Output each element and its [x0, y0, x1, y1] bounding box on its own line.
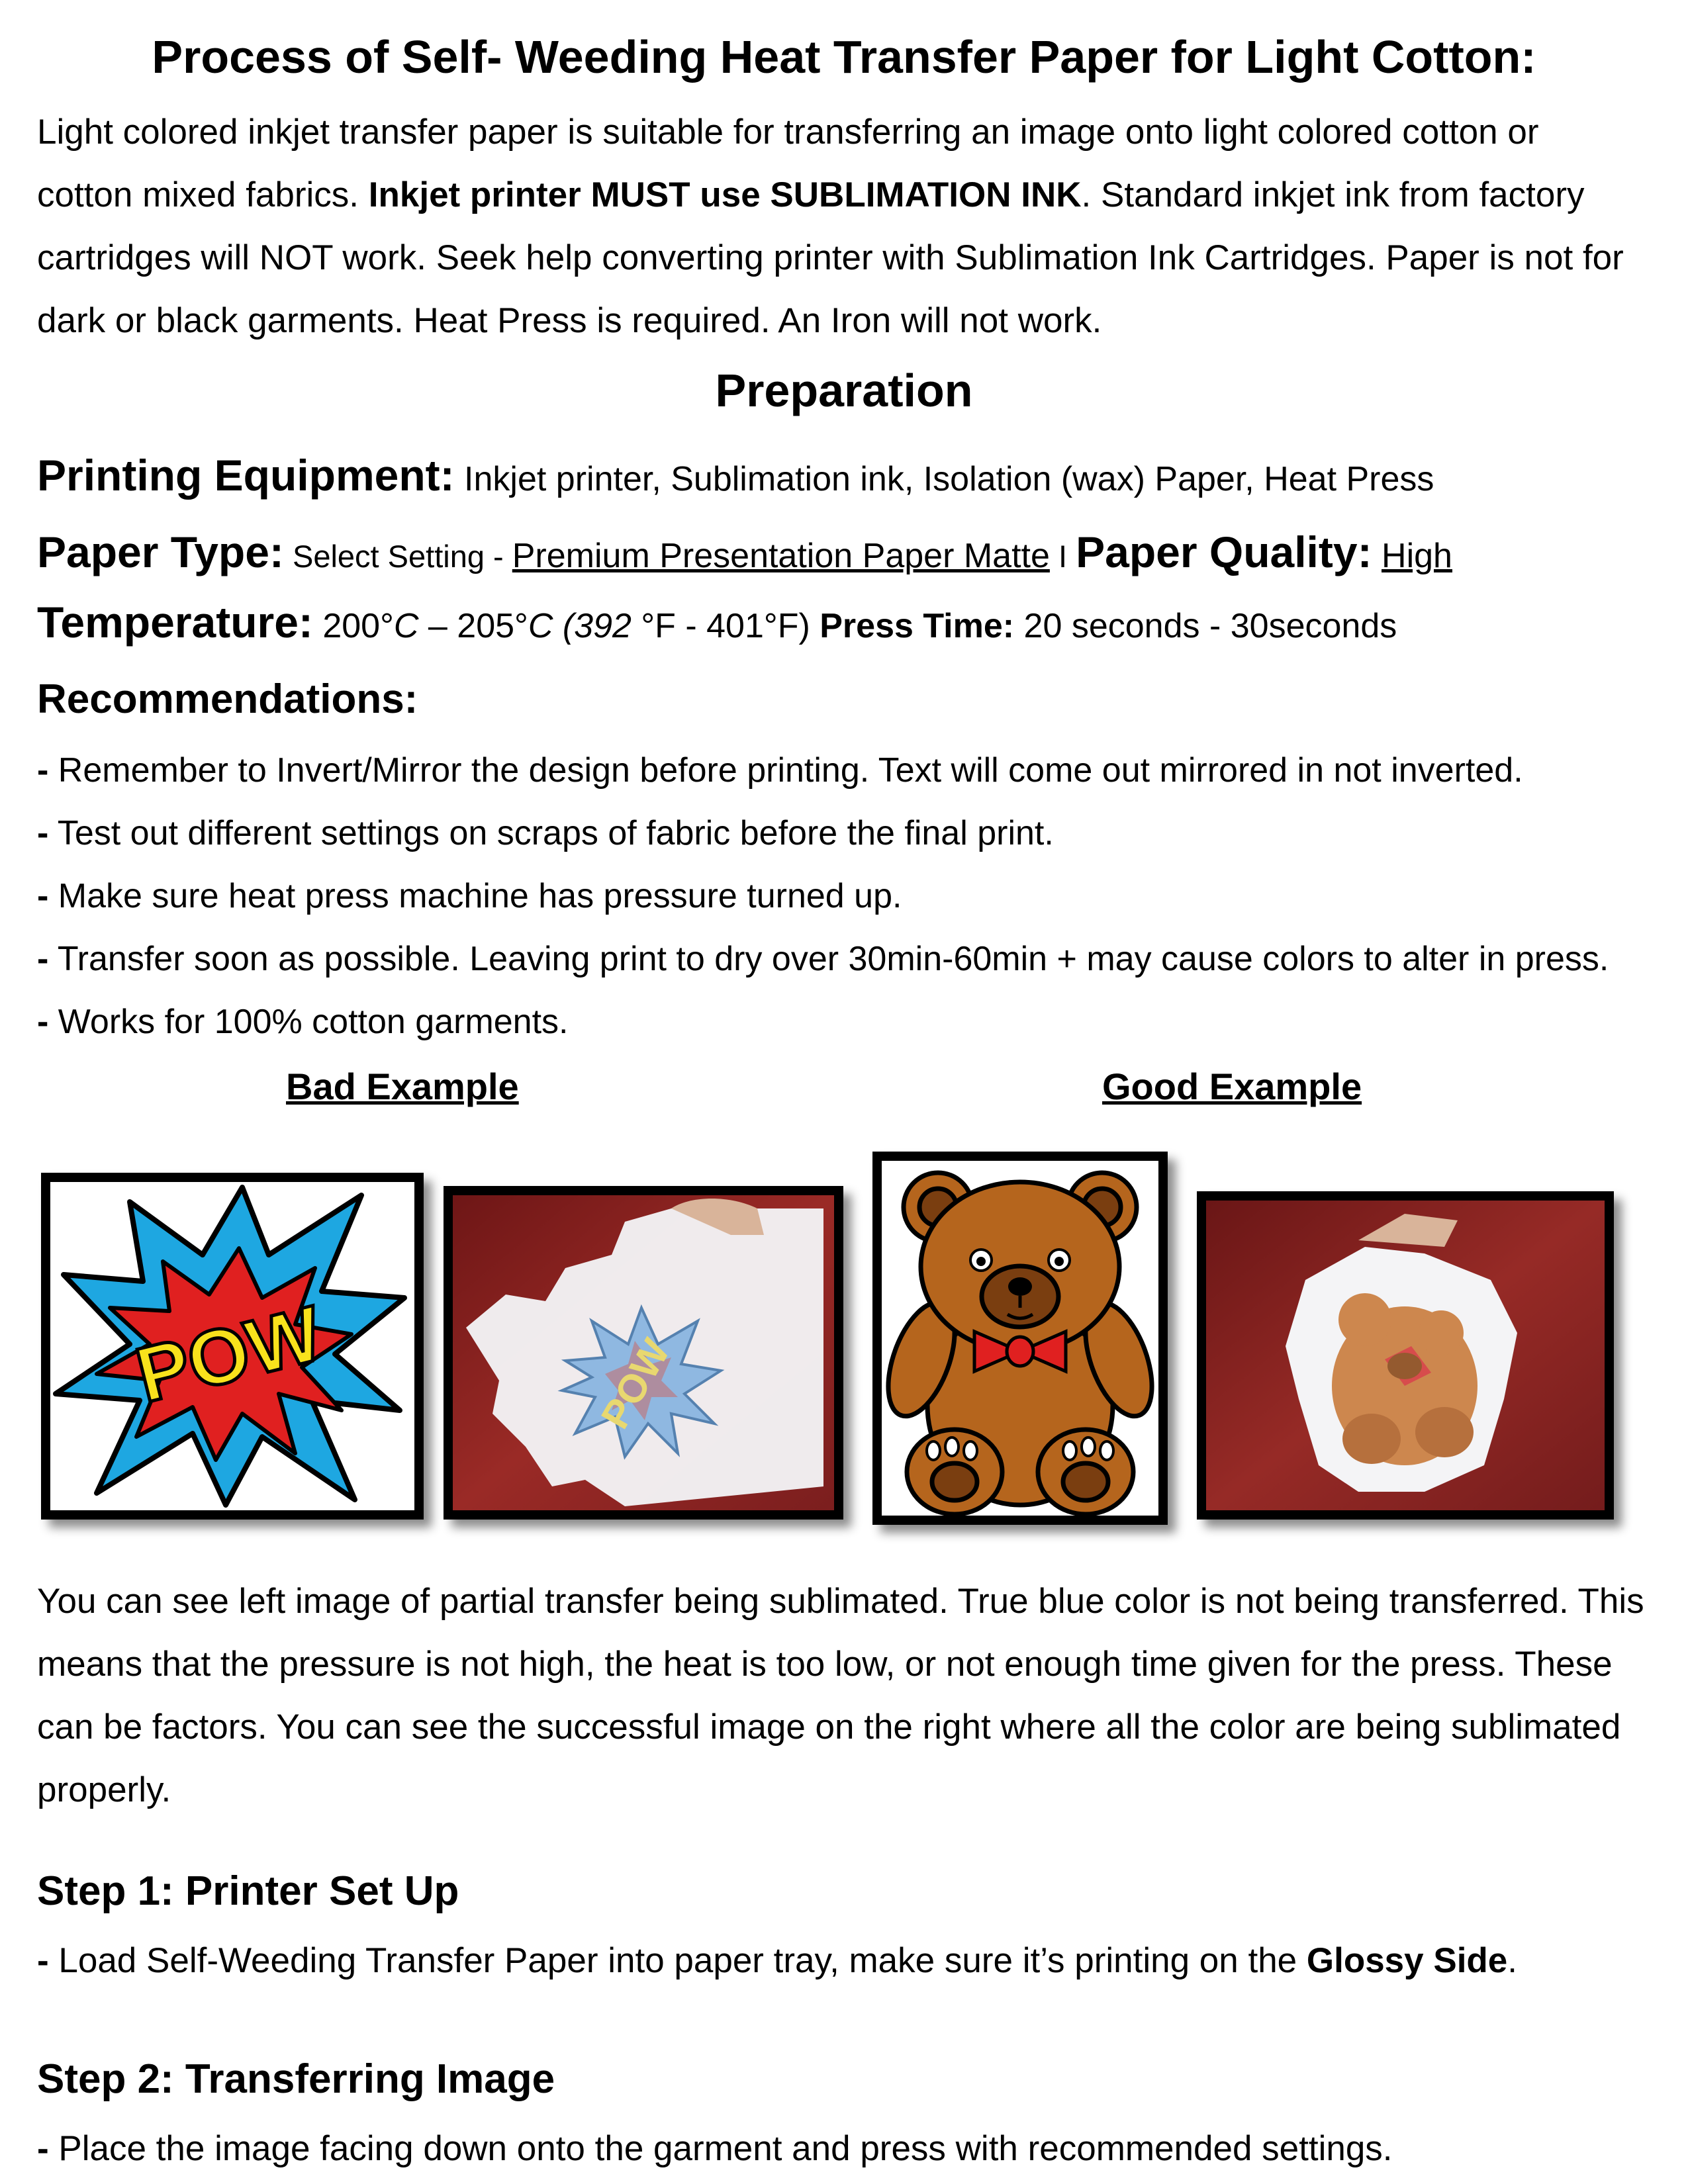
intro-bold: Inkjet printer MUST use SUBLIMATION INK — [368, 175, 1082, 214]
list-item: - Make sure heat press machine has pressure turned up. — [37, 877, 902, 915]
press-time-value: 20 seconds - 30seconds — [1014, 607, 1397, 645]
page-title: Process of Self- Weeding Heat Transfer Paper for Light Cotton: — [152, 31, 1536, 83]
press-time-label: Press Time: — [820, 607, 1015, 645]
equipment-line — [37, 443, 1434, 520]
list-item: - Remember to Invert/Mirror the design before printing. Text will come out mirrored in not inverted. — [37, 751, 1523, 790]
intro-paragraph — [37, 101, 1626, 352]
equipment-label: Printing Equipment: — [37, 451, 455, 500]
paper-quality-label: Paper Quality: — [1076, 527, 1372, 576]
pow-text: POW — [128, 1289, 330, 1420]
teddy-bear-design-image — [872, 1152, 1168, 1525]
bad-example-label: Bad Example — [286, 1066, 519, 1107]
list-item: - Transfer soon as possible. Leaving print to dry over 30min-60min + may cause colors to alter in press. — [37, 940, 1609, 978]
bad-transfer-photo — [444, 1186, 843, 1520]
glossy-side-bold: Glossy Side — [1306, 1941, 1508, 1980]
temperature-line: Temperature: 200°C – 205°C (392 °F - 401°F) Press Time: 20 seconds - 30seconds — [37, 598, 1397, 647]
good-transfer-photo — [1197, 1191, 1614, 1520]
preparation-heading: Preparation — [715, 365, 973, 416]
step-2-heading: Step 2: Transferring Image — [37, 2056, 555, 2102]
pow-design-image — [41, 1173, 424, 1520]
paper-type-value: Premium Presentation Paper Matte — [512, 537, 1050, 575]
equipment-value: Inkjet printer, Sublimation ink, Isolation (wax) Paper, Heat Press — [454, 460, 1434, 498]
paper-line — [37, 520, 1452, 596]
good-example-label: Good Example — [1102, 1066, 1362, 1107]
paper-separator: I — [1049, 539, 1076, 574]
explanation-paragraph: You can see left image of partial transfer being sublimated. True blue color is not being transferred. This means that the pressure is not high, the heat is too low, or not enough time given for the press. These can be factors. You can see the successful image on the right where all the color are being sublimated properly. — [37, 1582, 1644, 1809]
temperature-label: Temperature: — [37, 598, 313, 647]
paper-quality-value: High — [1382, 537, 1452, 575]
paper-select-text: Select Setting - — [283, 539, 512, 574]
step-1-text: - Load Self-Weeding Transfer Paper into paper tray, make sure it’s printing on the Glossy Side. — [37, 1941, 1518, 1980]
step-1-heading: Step 1: Printer Set Up — [37, 1868, 459, 1914]
pow-faded-text: POW — [592, 1331, 679, 1436]
step-2-text: - Place the image facing down onto the garment and press with recommended settings. — [37, 2129, 1393, 2168]
list-item: - Test out different settings on scraps of fabric before the final print. — [37, 814, 1054, 852]
recommendations-list — [37, 739, 1665, 1054]
intro-text-2: . Standard inkjet ink from factory cartridges will NOT work. Seek help converting printer with Sublimation Ink Cartridges. Paper is not for dark or black garments. Heat Press is required. An Iron will not work. — [37, 175, 1624, 340]
list-item: - Works for 100% cotton garments. — [37, 1003, 569, 1041]
paper-type-label: Paper Type: — [37, 527, 284, 576]
intro-text: Light colored inkjet transfer paper is suitable for transferring an image onto light colored cotton or cotton mixed fabrics. — [37, 113, 1539, 214]
recommendations-heading: Recommendations: — [37, 676, 418, 722]
